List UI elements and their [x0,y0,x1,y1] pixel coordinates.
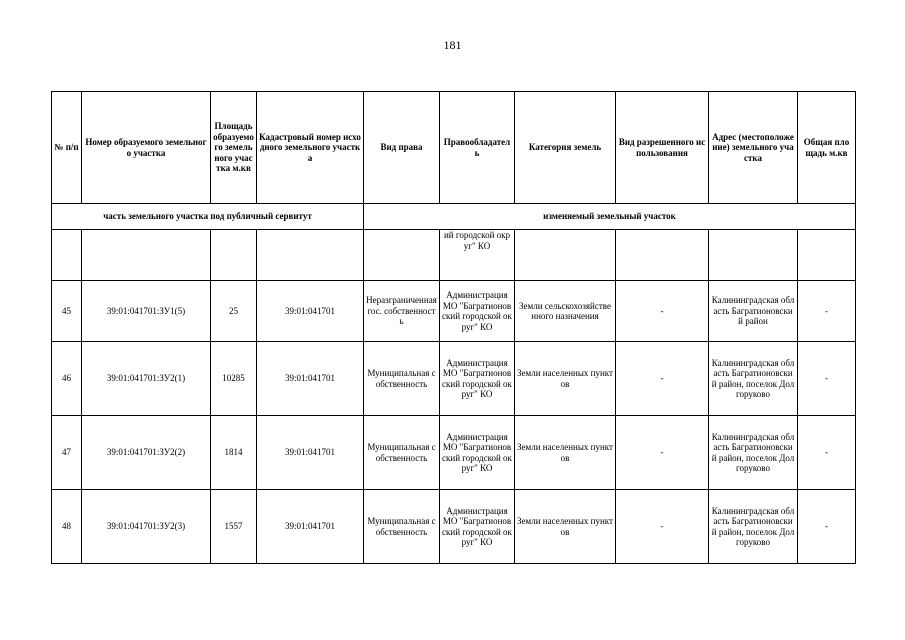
table-row [52,281,856,342]
area-cell: 1814 [211,416,257,490]
permitted-use-cell: - [616,281,709,342]
cadastral-cell: 39:01:041701 [257,490,364,564]
category-cell: Земли населенных пунктов [515,490,616,564]
table-cell [82,230,211,281]
table-cell [211,230,257,281]
row-number-cell: 47 [52,416,82,490]
header-cell-category: Категория земель [515,92,616,204]
cadastral-cell: 39:01:041701 [257,342,364,416]
table-cell [364,230,440,281]
page-number: 181 [443,38,462,52]
right-type-cell: Муниципальная собственность [364,342,440,416]
table-cell [709,230,798,281]
table-cell [257,230,364,281]
permitted-use-cell: - [616,416,709,490]
total-area-cell: - [798,342,856,416]
total-area-cell: - [798,490,856,564]
category-cell: Земли сельскохозяйственного назначения [515,281,616,342]
total-area-cell: - [798,416,856,490]
header-cell-address: Адрес (местоположение) земельного участка [709,92,798,204]
plot-number-cell: 39:01:041701:ЗУ2(2) [82,416,211,490]
table-cell [515,230,616,281]
row-number-cell: 45 [52,281,82,342]
holder-cell: Администрация МО "Багратионовский городской округ" КО [440,342,515,416]
plot-number-cell: 39:01:041701:ЗУ2(1) [82,342,211,416]
address-cell: Калининградская область Багратионовский район [709,281,798,342]
row-number-cell: 48 [52,490,82,564]
holder-cell: Администрация МО "Багратионовский городской округ" КО [440,281,515,342]
category-cell: Земли населенных пунктов [515,416,616,490]
area-cell: 1557 [211,490,257,564]
address-cell: Калининградская область Багратионовский район, поселок Долгоруково [709,490,798,564]
header-cell-plot-number: Номер образуемого земельного участка [82,92,211,204]
header-cell-holder: Правообладатель [440,92,515,204]
continuation-row [52,230,856,281]
address-cell: Калининградская область Багратионовский район, поселок Долгоруково [709,342,798,416]
table-row [52,342,856,416]
header-cell-cadastral: Кадастровый номер исходного земельного участка [257,92,364,204]
right-type-cell: Муниципальная собственность [364,490,440,564]
permitted-use-cell: - [616,490,709,564]
header-cell-right-type: Вид права [364,92,440,204]
category-cell: Земли населенных пунктов [515,342,616,416]
holder-cell: Администрация МО "Багратионовский городской округ" КО [440,416,515,490]
total-area-cell: - [798,281,856,342]
header-cell-total-area: Общая площадь м.кв [798,92,856,204]
header-cell-permitted-use: Вид разрешенного использования [616,92,709,204]
table-row [52,490,856,564]
table-cell [798,230,856,281]
continuation-holder-cell: ий городской округ" КО [440,230,515,281]
table-cell [616,230,709,281]
subheader-changed-plot: изменяемый земельный участок [364,204,856,230]
cadastral-cell: 39:01:041701 [257,416,364,490]
right-type-cell: Неразграниченная гос. собственность [364,281,440,342]
right-type-cell: Муниципальная собственность [364,416,440,490]
table-cell [52,230,82,281]
address-cell: Калининградская область Багратионовский район, поселок Долгоруково [709,416,798,490]
area-cell: 10285 [211,342,257,416]
land-plot-table [51,91,856,564]
area-cell: 25 [211,281,257,342]
plot-number-cell: 39:01:041701:ЗУ1(5) [82,281,211,342]
subheader-easement-part: часть земельного участка под публичный сервитут [52,204,364,230]
header-cell-number: № п/п [52,92,82,204]
cadastral-cell: 39:01:041701 [257,281,364,342]
subheader-row [52,204,856,230]
plot-number-cell: 39:01:041701:ЗУ2(3) [82,490,211,564]
header-cell-area: Площадь образуемого земельного участка м.кв [211,92,257,204]
row-number-cell: 46 [52,342,82,416]
permitted-use-cell: - [616,342,709,416]
table-row [52,416,856,490]
holder-cell: Администрация МО "Багратионовский городской округ" КО [440,490,515,564]
header-row [52,92,856,204]
